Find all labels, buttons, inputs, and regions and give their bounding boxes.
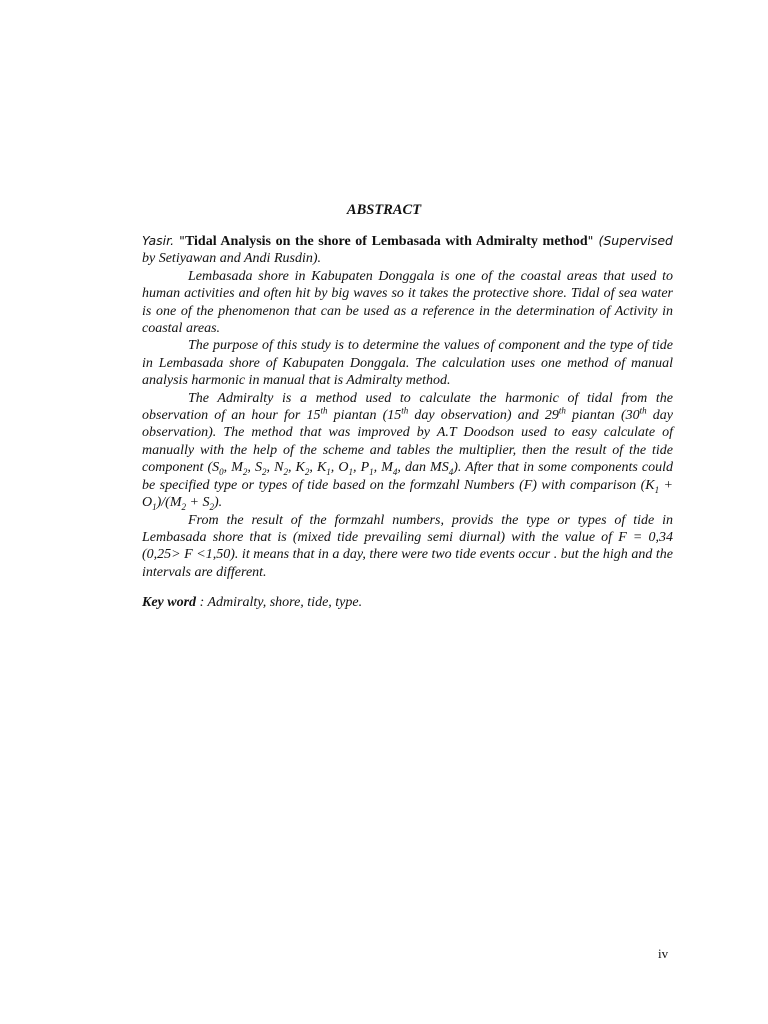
abstract-heading: ABSTRACT bbox=[346, 202, 422, 218]
author-name: Yasir. " bbox=[142, 233, 185, 248]
supervisors: by Setiyawan and Andi Rusdin). bbox=[142, 251, 321, 267]
keyword-list: : Admiralty, shore, tide, type. bbox=[196, 595, 363, 611]
paragraph-1: Lembasada shore in Kabupaten Donggala is one of the coastal areas that used to human activities and often hit by big waves so it takes the protective shore. Tidal of sea water is one of the phenomenon that can be used as a reference in the determination of Activity in coastal areas. bbox=[142, 268, 673, 337]
keywords bbox=[142, 594, 673, 611]
paragraph-4: From the result of the formzahl numbers, provids the type or types of tide in Lembasada shore that is (mixed tide prevailing semi diurnal) with the value of F = 0,34 (0,25> F <1,50). it means that in a day, there were two tide events occur . but the high and the intervals are different. bbox=[142, 512, 673, 580]
supervised-label: " (Supervised bbox=[587, 233, 673, 248]
citation-paragraph bbox=[142, 232, 673, 268]
abstract-body bbox=[142, 232, 673, 612]
thesis-title: Tidal Analysis on the shore of Lembasada with Admiralty method bbox=[184, 234, 588, 249]
page-number: iv bbox=[658, 946, 669, 961]
keyword-label: Key word bbox=[142, 595, 197, 611]
paragraph-3: The Admiralty is a method used to calculate the harmonic of tidal from the observation of an hour for 15th piantan (15th day observation) and 29th piantan (30th day observation). The method that was improved by A.T Doodson used to easy calculate of manually with the help of the scheme and tables the multiplier, then the result of the tide component ($S_0$, $M_2$, $S_2$, $N_2$, $K_2$, $K_1$, $O_1$, $P_1$, $M_4$, dan $MS_4$). After that in some components could be specified type or types of tide based on the formzahl Numbers (F) with comparison $(K_1 + O_1)/(M_2 + S_2)$. bbox=[142, 390, 674, 512]
paragraph-2: The purpose of this study is to determine the values of component and the type of tide in Lembasada shore of Kabupaten Donggala. The calculation uses one method of manual analysis harmonic in manual that is Admiralty method. bbox=[142, 338, 673, 389]
